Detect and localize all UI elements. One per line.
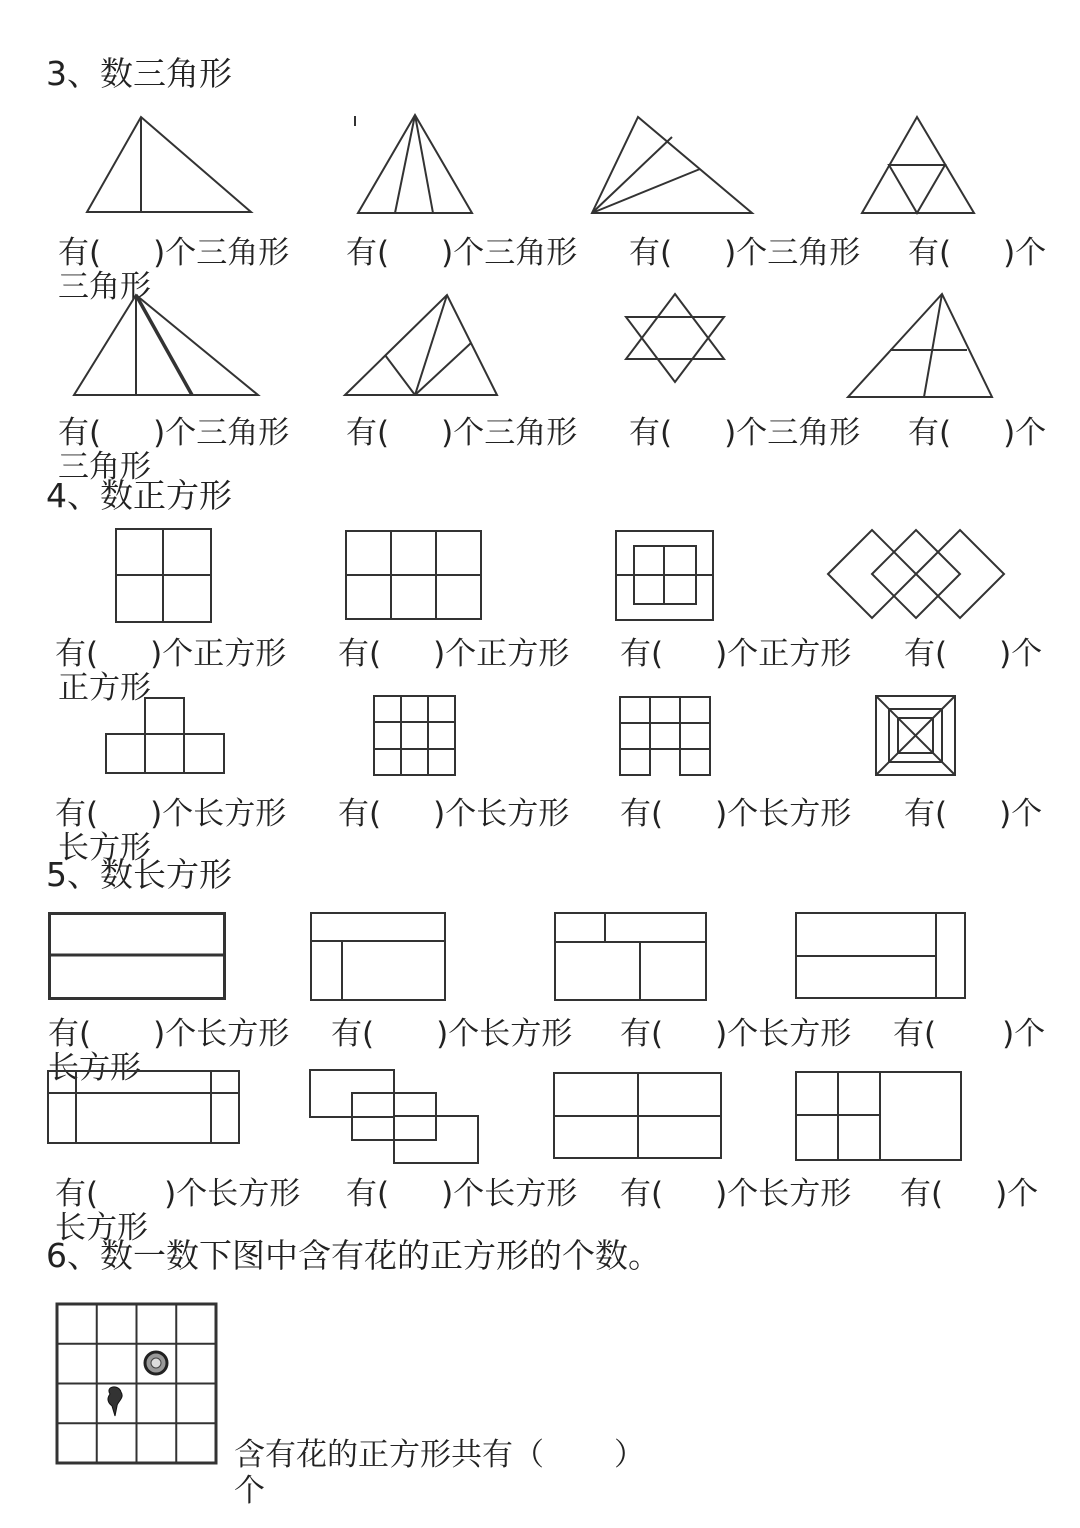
triangle-figure-2 (355, 112, 475, 216)
triangle-figure-6 (343, 293, 501, 399)
answer-prefix: 有( (58, 415, 102, 451)
section-number: 5、 (46, 855, 100, 894)
answer-prefix: 有( (338, 796, 382, 832)
answer-wrap: 正方形 (58, 670, 151, 706)
answer-prefix: 有( (55, 636, 99, 672)
answer-blank[interactable] (331, 1017, 572, 1051)
answer-close: ) (433, 796, 446, 832)
answer-unit: 个 (1011, 636, 1043, 672)
answer-blank[interactable] (58, 416, 289, 450)
answer-unit: 个三角形 (165, 235, 290, 271)
answer-blank[interactable] (620, 1177, 851, 1211)
grid-figure-3x3 (373, 695, 457, 777)
q6-answer-blank[interactable] (234, 1438, 645, 1472)
nested-square-figure (875, 695, 957, 777)
answer-blank[interactable] (904, 797, 1042, 831)
answer-prefix: 有( (620, 796, 664, 832)
answer-unit: 个 (1007, 1176, 1039, 1212)
answer-prefix: 有( (900, 1176, 944, 1212)
answer-wrap: 长方形 (55, 1210, 148, 1246)
answer-wrap: 长方形 (58, 830, 151, 866)
triangle-figure-1 (85, 115, 255, 215)
answer-close: ) (153, 235, 166, 271)
answer-blank[interactable] (620, 1017, 851, 1051)
answer-unit: 个 (1011, 796, 1043, 832)
square-figure-3 (615, 530, 715, 622)
answer-unit: 个长方形 (162, 796, 287, 832)
answer-prefix: 有( (58, 235, 102, 271)
triangle-figure-7 (846, 292, 996, 400)
answer-prefix: 有( (620, 1176, 664, 1212)
answer-unit: 个长方形 (176, 1176, 301, 1212)
answer-prefix: 有( (908, 415, 952, 451)
answer-close: ) (441, 415, 454, 451)
answer-blank[interactable] (346, 236, 577, 270)
answer-close: ) (1002, 1016, 1015, 1052)
l-shape-figure (104, 696, 226, 776)
section-4-heading (46, 476, 232, 516)
answer-unit: 个三角形 (165, 415, 290, 451)
answer-prefix: 有( (331, 1016, 375, 1052)
answer-close: ) (999, 796, 1012, 832)
section-title: 数长方形 (100, 855, 232, 894)
section-number: 4、 (46, 476, 100, 515)
section-3-heading (46, 54, 232, 94)
flower-grid-figure (55, 1302, 219, 1466)
rect-figure-5 (47, 1070, 242, 1146)
section-title: 数正方形 (100, 476, 232, 515)
q6-label: 含有花的正方形共有（ (234, 1437, 544, 1473)
answer-close: ) (441, 235, 454, 271)
answer-prefix: 有( (48, 1016, 92, 1052)
answer-close: ) (153, 415, 166, 451)
diamond-figure (826, 528, 1006, 620)
answer-blank[interactable] (620, 637, 851, 671)
section-number: 3、 (46, 54, 100, 93)
answer-close: ) (1003, 415, 1016, 451)
answer-blank[interactable] (48, 1017, 289, 1051)
answer-prefix: 有( (346, 1176, 390, 1212)
star-figure (622, 292, 728, 384)
section-6-heading (46, 1236, 661, 1276)
flower-icon (145, 1352, 167, 1374)
answer-blank[interactable] (629, 416, 860, 450)
answer-blank[interactable] (338, 797, 569, 831)
answer-prefix: 有( (338, 636, 382, 672)
answer-close: ) (433, 636, 446, 672)
answer-close: ) (999, 636, 1012, 672)
answer-close: ) (153, 1016, 166, 1052)
triangle-figure-3 (590, 115, 755, 217)
answer-close: ) (150, 636, 163, 672)
answer-prefix: 有( (346, 235, 390, 271)
rect-figure-6 (553, 1072, 723, 1160)
answer-unit: 个长方形 (448, 1016, 573, 1052)
q6-unit: 个 (234, 1473, 265, 1509)
answer-close: ) (715, 636, 728, 672)
section-5-heading (46, 855, 232, 895)
answer-wrap: 三角形 (58, 449, 151, 485)
answer-wrap: 长方形 (48, 1050, 141, 1086)
answer-prefix: 有( (904, 636, 948, 672)
square-figure-1 (115, 528, 213, 624)
answer-close: ) (724, 235, 737, 271)
answer-blank[interactable] (900, 1177, 1038, 1211)
answer-prefix: 有( (893, 1016, 937, 1052)
answer-blank[interactable] (908, 236, 1046, 270)
answer-blank[interactable] (346, 1177, 577, 1211)
answer-close: ) (441, 1176, 454, 1212)
triangle-figure-5 (72, 293, 262, 399)
rect-figure-1 (48, 912, 228, 1002)
answer-unit: 个长方形 (453, 1176, 578, 1212)
answer-unit: 个 (1015, 415, 1047, 451)
answer-unit: 个长方形 (727, 1176, 852, 1212)
answer-prefix: 有( (904, 796, 948, 832)
answer-prefix: 有( (55, 796, 99, 832)
answer-close: ) (1003, 235, 1016, 271)
answer-unit: 个长方形 (727, 796, 852, 832)
answer-prefix: 有( (620, 1016, 664, 1052)
answer-unit: 个长方形 (445, 796, 570, 832)
answer-prefix: 有( (629, 235, 673, 271)
answer-close: ) (995, 1176, 1008, 1212)
answer-unit: 个三角形 (736, 415, 861, 451)
answer-unit: 个长方形 (727, 1016, 852, 1052)
section-number: 6、 (46, 1236, 100, 1275)
answer-unit: 个正方形 (727, 636, 852, 672)
section-title: 数一数下图中含有花的正方形的个数。 (100, 1236, 661, 1275)
overlap-rect-figure (308, 1068, 480, 1166)
answer-close: ) (715, 1176, 728, 1212)
answer-close: ) (715, 796, 728, 832)
answer-unit: 个三角形 (453, 235, 578, 271)
answer-wrap: 三角形 (58, 269, 151, 305)
section-title: 数三角形 (100, 54, 232, 93)
answer-prefix: 有( (620, 636, 664, 672)
answer-blank[interactable] (904, 637, 1042, 671)
answer-close: ) (715, 1016, 728, 1052)
answer-prefix: 有( (908, 235, 952, 271)
answer-blank[interactable] (55, 637, 286, 671)
answer-unit: 个正方形 (445, 636, 570, 672)
answer-close: ) (164, 1176, 177, 1212)
answer-unit: 个正方形 (162, 636, 287, 672)
answer-prefix: 有( (55, 1176, 99, 1212)
answer-close: ) (150, 796, 163, 832)
answer-prefix: 有( (629, 415, 673, 451)
answer-blank[interactable] (346, 416, 577, 450)
answer-unit: 个 (1015, 235, 1047, 271)
answer-blank[interactable] (58, 236, 289, 270)
answer-close: ) (724, 415, 737, 451)
answer-blank[interactable] (629, 236, 860, 270)
answer-unit: 个长方形 (165, 1016, 290, 1052)
answer-unit: 个三角形 (453, 415, 578, 451)
answer-close: ) (436, 1016, 449, 1052)
square-figure-2 (345, 530, 483, 622)
rect-figure-7 (795, 1071, 963, 1163)
answer-unit: 个三角形 (736, 235, 861, 271)
q6-close: ） (614, 1437, 645, 1473)
grid-figure-notched (618, 695, 712, 777)
answer-blank[interactable] (908, 416, 1046, 450)
answer-blank[interactable] (338, 637, 569, 671)
rect-figure-4 (795, 912, 967, 1000)
triangle-figure-4 (860, 115, 978, 217)
answer-blank[interactable] (893, 1017, 1045, 1051)
answer-blank[interactable] (55, 1177, 300, 1211)
answer-blank[interactable] (620, 797, 851, 831)
rect-figure-3 (554, 912, 708, 1002)
rect-figure-2 (310, 912, 448, 1002)
answer-blank[interactable] (55, 797, 286, 831)
flower-icon (108, 1387, 122, 1416)
answer-prefix: 有( (346, 415, 390, 451)
answer-unit: 个 (1014, 1016, 1046, 1052)
